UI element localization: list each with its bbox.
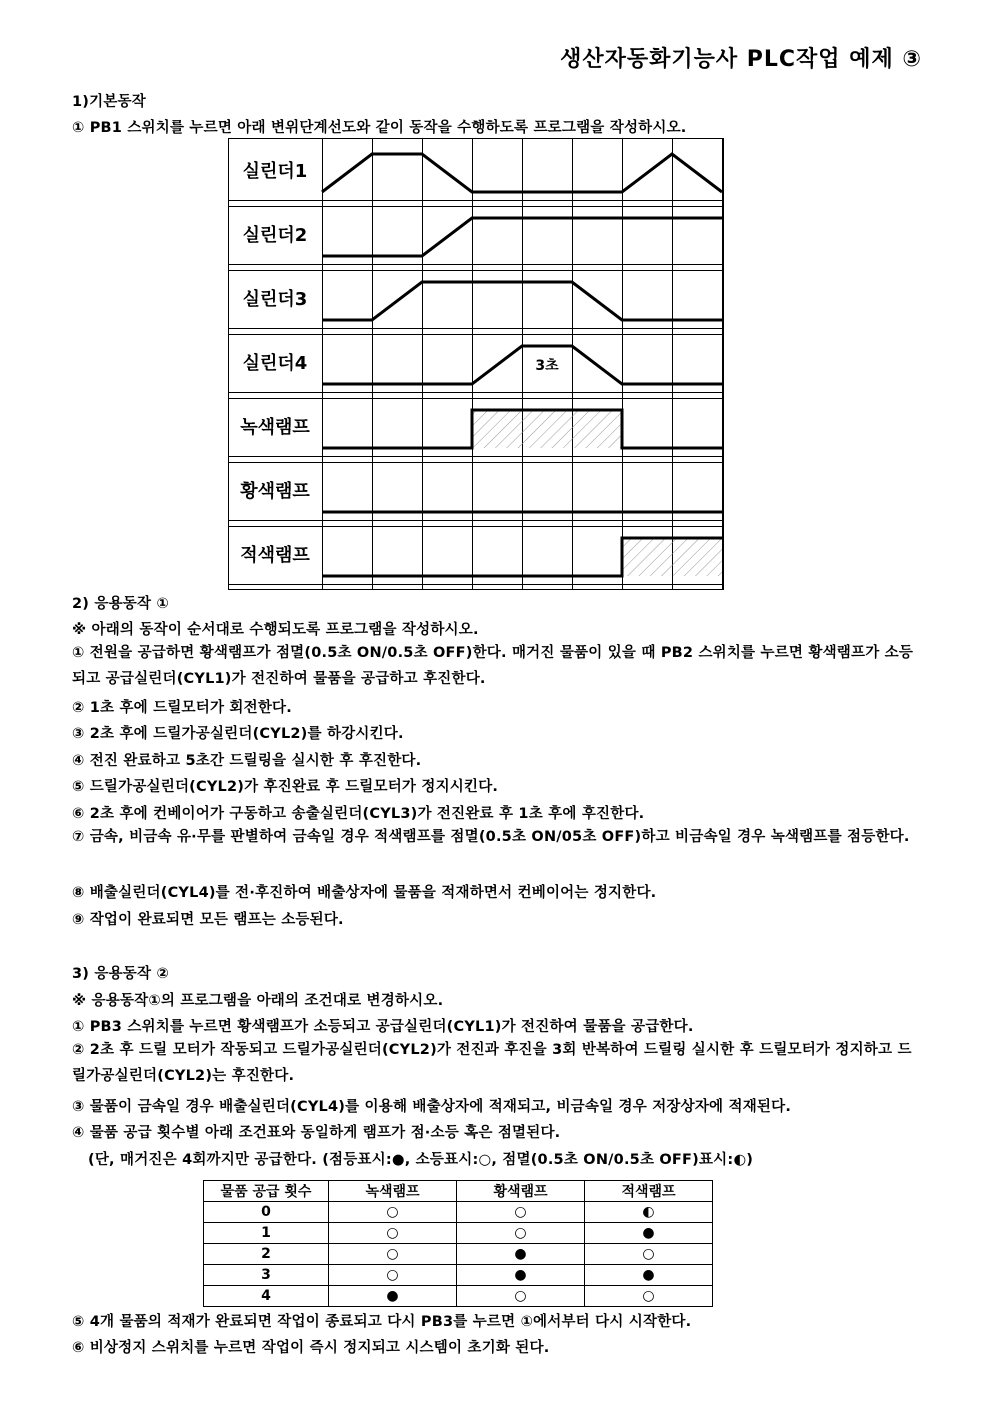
- page-title: 생산자동화기능사 PLC작업 예제 ③: [560, 47, 922, 72]
- section3-heading: 3) 응용동작 ②: [72, 966, 169, 982]
- section1-line1: ① PB1 스위치를 누르면 아래 변위단계선도와 같이 동작을 수행하도록 프로그램을 작성하시오.: [72, 120, 687, 136]
- row-label: 실린더2: [242, 225, 308, 246]
- table-row: [204, 1223, 713, 1244]
- section2-line-4: ④ 전진 완료하고 5초간 드릴링을 실시한 후 후진한다.: [72, 753, 422, 769]
- table-row: [204, 1265, 713, 1286]
- table-header: 황색램프: [457, 1181, 585, 1202]
- section2-line-7: ⑦ 금속, 비금속 유·무를 판별하여 금속일 경우 적색램프를 점멸(0.5초 ON/05초 OFF)하고 비금속일 경우 녹색램프를 점등한다.: [72, 829, 910, 845]
- row-label: 적색램프: [240, 545, 310, 566]
- section2-line-2: ② 1초 후에 드릴모터가 회전한다.: [72, 700, 292, 716]
- section2-line-9: ⑨ 작업이 완료되면 모든 램프는 소등된다.: [72, 912, 344, 928]
- table-cell: ○: [329, 1223, 457, 1244]
- table-cell: ○: [329, 1202, 457, 1223]
- table-cell: ●: [457, 1244, 585, 1265]
- row-label: 실린더1: [242, 161, 308, 182]
- table-cell: ○: [585, 1286, 713, 1307]
- table-cell: ●: [457, 1265, 585, 1286]
- section3-line-1: ① PB3 스위치를 누르면 황색램프가 소등되고 공급실린더(CYL1)가 전진하여 물품을 공급한다.: [72, 1019, 694, 1035]
- table-row: [204, 1286, 713, 1307]
- section3-tail-1: ⑥ 비상정지 스위치를 누르면 작업이 즉시 정지되고 시스템이 초기화 된다.: [72, 1340, 550, 1356]
- section2-line-5: ⑤ 드릴가공실린더(CYL2)가 후진완료 후 드릴모터가 정지시킨다.: [72, 779, 499, 795]
- table-cell: 3: [204, 1265, 329, 1286]
- table-row: [204, 1244, 713, 1265]
- table-cell: ●: [585, 1223, 713, 1244]
- section2-line-1: ① 전원을 공급하면 황색램프가 점멸(0.5초 ON/0.5초 OFF)한다. 매거진 물품이 있을 때 PB2 스위치를 누르면 황색램프가 소등되고 공급실린더(CYL1)가 전진하여 물품을 공급하고 후진한다.: [72, 645, 914, 687]
- table-header-row: [204, 1181, 713, 1202]
- section2-line-6: ⑥ 2초 후에 컨베이어가 구동하고 송출실린더(CYL3)가 전진완료 후 1초 후에 후진한다.: [72, 806, 645, 822]
- table-cell: ○: [329, 1265, 457, 1286]
- table-cell: ◐: [585, 1202, 713, 1223]
- lamp-on-fill: [472, 410, 522, 448]
- table-cell: ○: [585, 1244, 713, 1265]
- section1-heading: 1)기본동작: [72, 94, 146, 110]
- table-cell: ○: [329, 1244, 457, 1265]
- table-cell: ○: [457, 1202, 585, 1223]
- table-row: [204, 1202, 713, 1223]
- row-label: 황색램프: [240, 481, 310, 502]
- section3-line-2: ② 2초 후 드릴 모터가 작동되고 드릴가공실린더(CYL2)가 전진과 후진을 3회 반복하여 드릴링 실시한 후 드릴모터가 정지하고 드릴가공실린더(CYL2)는 후진한다.: [72, 1042, 912, 1084]
- row-label: 실린더4: [242, 353, 308, 374]
- table-cell: 2: [204, 1244, 329, 1265]
- condition-table: [203, 1180, 713, 1307]
- section2-heading: 2) 응용동작 ①: [72, 596, 169, 612]
- cylinder4-duration-label: 3초: [535, 358, 559, 374]
- section3-tail-0: ⑤ 4개 물품의 적재가 완료되면 작업이 종료되고 다시 PB3를 누르면 ①에서부터 다시 시작한다.: [72, 1314, 692, 1330]
- table-cell: 1: [204, 1223, 329, 1244]
- table-cell: ○: [457, 1223, 585, 1244]
- table-header: 물품 공급 횟수: [204, 1181, 329, 1202]
- table-header: 적색램프: [585, 1181, 713, 1202]
- section2-line-8: ⑧ 배출실린더(CYL4)를 전·후진하여 배출상자에 물품을 적재하면서 컨베이어는 정지한다.: [72, 885, 657, 901]
- table-cell: 0: [204, 1202, 329, 1223]
- row-label: 실린더3: [242, 289, 308, 310]
- table-cell: 4: [204, 1286, 329, 1307]
- table-cell: ●: [585, 1265, 713, 1286]
- lamp-on-fill: [522, 410, 572, 448]
- section3-line-5: (단, 매거진은 4회까지만 공급한다. (점등표시:●, 소등표시:○, 점멸(0.5초 ON/0.5초 OFF)표시:◐): [88, 1152, 754, 1168]
- table-header: 녹색램프: [329, 1181, 457, 1202]
- table-cell: ○: [457, 1286, 585, 1307]
- section3-line-3: ③ 물품이 금속일 경우 배출실린더(CYL4)를 이용해 배출상자에 적재되고, 비금속일 경우 저장상자에 적재된다.: [72, 1099, 792, 1115]
- row-label: 녹색램프: [240, 417, 310, 438]
- table-cell: ●: [329, 1286, 457, 1307]
- section3-line-0: ※ 응용동작①의 프로그램을 아래의 조건대로 변경하시오.: [72, 993, 444, 1009]
- lamp-on-fill: [672, 538, 722, 576]
- section2-line-0: ※ 아래의 동작이 순서대로 수행되도록 프로그램을 작성하시오.: [72, 622, 479, 638]
- lamp-on-fill: [572, 410, 622, 448]
- section3-line-4: ④ 물품 공급 횟수별 아래 조건표와 동일하게 램프가 점·소등 혹은 점멸된다.: [72, 1125, 561, 1141]
- lamp-on-fill: [622, 538, 672, 576]
- timing-chart: [228, 138, 724, 590]
- section2-line-3: ③ 2초 후에 드릴가공실린더(CYL2)를 하강시킨다.: [72, 726, 404, 742]
